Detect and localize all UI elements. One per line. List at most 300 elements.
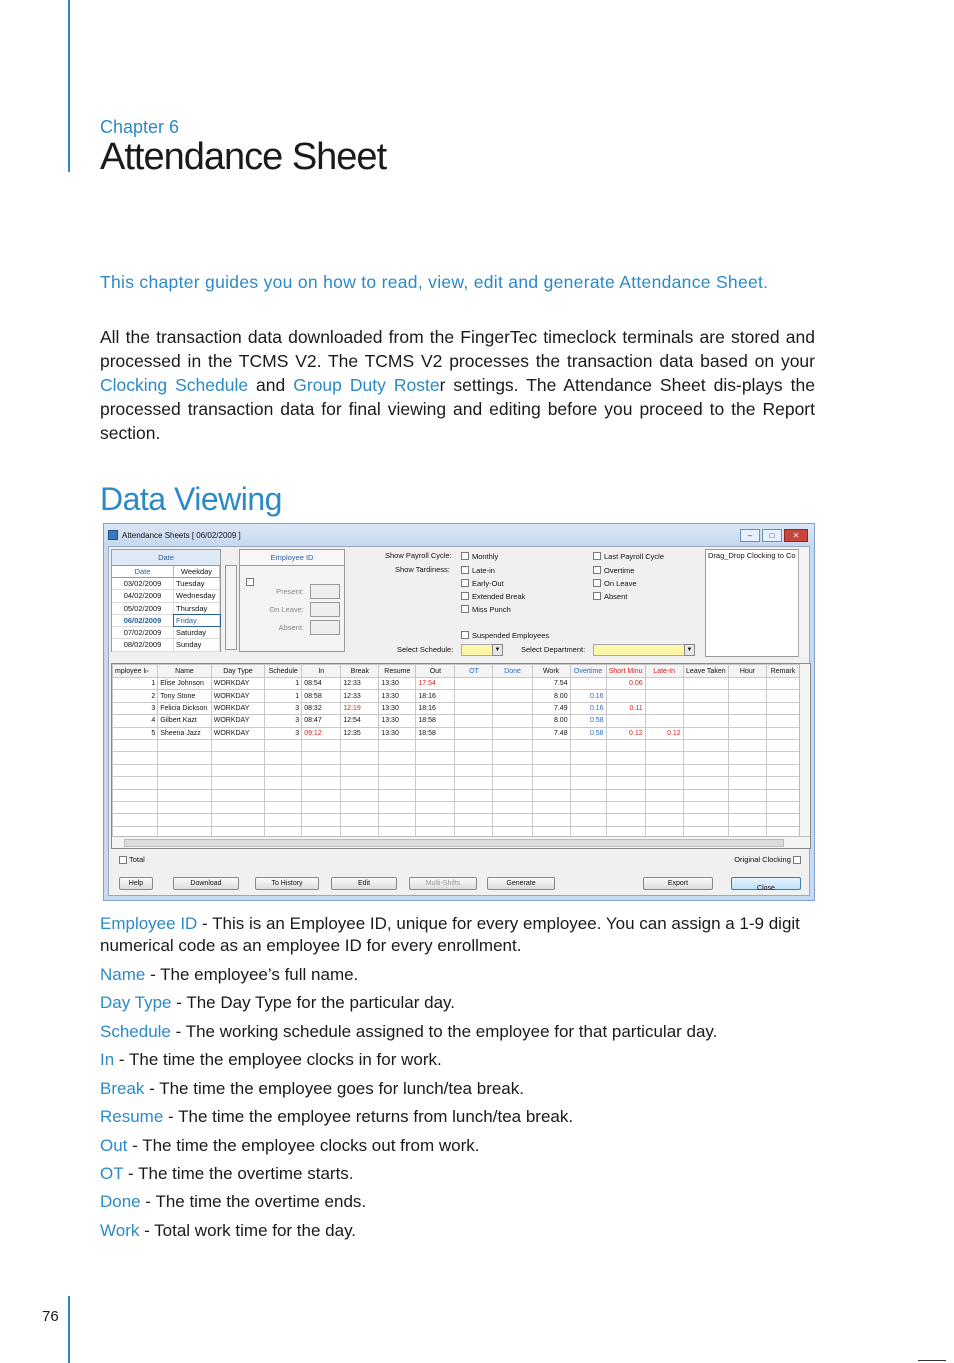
col-resume[interactable]: Resume xyxy=(379,665,416,678)
grid-cell xyxy=(767,814,800,826)
select-schedule-label: Select Schedule: xyxy=(397,645,454,654)
col-overtime[interactable]: Overtime xyxy=(570,665,606,678)
grid-cell xyxy=(728,801,766,813)
grid-cell xyxy=(302,764,341,776)
definition-term: OT xyxy=(100,1164,124,1183)
date-column-headers xyxy=(112,566,220,578)
close-icon[interactable]: ✕ xyxy=(784,529,808,542)
suspended-employees-checkbox[interactable] xyxy=(461,631,469,639)
grid-cell xyxy=(645,752,683,764)
grid-cell xyxy=(265,789,302,801)
drag-drop-hint: Drag_Drop Clocking to Co xyxy=(708,551,796,560)
date-cell: 06/02/2009 xyxy=(112,615,174,626)
definition-item xyxy=(100,1135,820,1157)
definition-desc: - The time the employee clocks out from work. xyxy=(127,1136,480,1155)
window-controls xyxy=(740,529,808,542)
grid-cell xyxy=(113,739,158,751)
weekday-cell: Tuesday xyxy=(174,578,220,589)
grid-cell xyxy=(606,814,645,826)
export-button[interactable]: Export xyxy=(643,877,713,890)
grid-cell: 12:54 xyxy=(341,715,379,727)
grid-cell xyxy=(158,739,211,751)
col-work[interactable]: Work xyxy=(532,665,570,678)
grid-cell xyxy=(158,801,211,813)
grid-cell xyxy=(532,739,570,751)
grid-cell xyxy=(728,690,766,702)
grid-cell xyxy=(728,777,766,789)
grid-cell: 8.00 xyxy=(532,715,570,727)
miss-punch-label: Miss Punch xyxy=(472,605,511,614)
grid-cell xyxy=(606,739,645,751)
grid-cell: 18:16 xyxy=(416,690,455,702)
grid-cell xyxy=(645,739,683,751)
grid-cell xyxy=(606,715,645,727)
to-history-button[interactable]: To History xyxy=(255,877,319,890)
grid-cell: 2 xyxy=(113,690,158,702)
definition-term: Day Type xyxy=(100,993,172,1012)
grid-cell xyxy=(455,777,493,789)
employee-panel xyxy=(239,549,345,652)
attendance-table xyxy=(112,664,800,839)
empty-row[interactable] xyxy=(113,777,800,789)
grid-cell xyxy=(113,814,158,826)
grid-cell xyxy=(341,739,379,751)
definition-item xyxy=(100,992,820,1014)
definition-item xyxy=(100,913,820,957)
schedule-select[interactable] xyxy=(461,644,493,656)
grid-cell xyxy=(767,702,800,714)
grid-cell xyxy=(645,715,683,727)
grid-cell xyxy=(493,702,532,714)
date-list-scrollbar[interactable] xyxy=(225,565,237,650)
grid-cell xyxy=(211,814,264,826)
grid-cell: 0.12 xyxy=(645,727,683,739)
download-button[interactable]: Download xyxy=(173,877,239,890)
grid-cell: Elise Johnson xyxy=(158,678,211,690)
grid-cell: 12:19 xyxy=(341,702,379,714)
extended-break-label: Extended Break xyxy=(472,592,526,601)
grid-cell: Sheena Jazz xyxy=(158,727,211,739)
col-late-in[interactable]: Late-In xyxy=(645,665,683,678)
paragraph-text: r settings. The Attendance Sheet dis-plays the processed transaction data for final viewing and editing before you proceed to the Report section. xyxy=(100,375,815,443)
date-row[interactable] xyxy=(112,627,220,639)
grid-cell: 7.48 xyxy=(532,727,570,739)
grid-cell xyxy=(493,739,532,751)
grid-cell xyxy=(455,752,493,764)
grid-cell xyxy=(728,727,766,739)
col-schedule[interactable]: Schedule xyxy=(265,665,302,678)
intro-text: This chapter guides you on how to read, view, edit and generate Attendance Sheet. xyxy=(100,272,769,292)
grid-cell xyxy=(341,801,379,813)
grid-cell xyxy=(728,715,766,727)
grid-cell xyxy=(683,715,728,727)
early-out-checkbox[interactable] xyxy=(461,579,469,587)
grid-cell: 13:30 xyxy=(379,727,416,739)
date-row-selected[interactable] xyxy=(112,615,220,627)
minimize-icon[interactable]: – xyxy=(740,529,760,542)
weekday-cell: Sunday xyxy=(174,639,220,650)
window-title: Attendance Sheets [ 06/02/2009 ] xyxy=(122,530,241,540)
grid-cell: 0.06 xyxy=(606,678,645,690)
col-name[interactable]: Name xyxy=(158,665,211,678)
grid-cell xyxy=(416,777,455,789)
grid-cell xyxy=(570,814,606,826)
grid-cell xyxy=(265,777,302,789)
col-day-type[interactable]: Day Type xyxy=(211,665,264,678)
grid-cell: 7.49 xyxy=(532,702,570,714)
grid-cell: 08:32 xyxy=(302,702,341,714)
department-select[interactable] xyxy=(593,644,685,656)
grid-cell xyxy=(265,752,302,764)
grid-cell xyxy=(158,789,211,801)
grid-cell: WORKDAY xyxy=(211,727,264,739)
definition-item xyxy=(100,1191,820,1213)
grid-cell: 5 xyxy=(113,727,158,739)
definition-desc: - The time the employee returns from lunch/tea break. xyxy=(163,1107,574,1126)
help-button[interactable]: Help xyxy=(119,877,153,890)
grid-cell xyxy=(302,777,341,789)
col-employee-id[interactable]: mployee I▹ xyxy=(113,665,158,678)
overtime-checkbox[interactable] xyxy=(593,566,601,574)
grid-cell xyxy=(493,752,532,764)
table-row[interactable] xyxy=(113,702,800,714)
grid-cell xyxy=(645,777,683,789)
grid-cell xyxy=(570,777,606,789)
date-row[interactable] xyxy=(112,578,220,590)
clocking-schedule-link[interactable]: Clocking Schedule xyxy=(100,375,249,395)
grid-cell: Tony Stone xyxy=(158,690,211,702)
maximize-icon[interactable]: □ xyxy=(762,529,782,542)
grid-cell: 13:30 xyxy=(379,690,416,702)
grid-cell xyxy=(493,715,532,727)
drag-box-scrollbar[interactable] xyxy=(798,549,809,657)
grid-cell: 3 xyxy=(265,715,302,727)
total-row xyxy=(119,855,145,864)
grid-cell xyxy=(341,814,379,826)
grid-cell xyxy=(493,789,532,801)
empty-row[interactable] xyxy=(113,814,800,826)
definition-item xyxy=(100,1163,820,1185)
date-col-header[interactable]: Date xyxy=(112,566,174,577)
definition-term: Employee ID xyxy=(100,914,198,933)
weekday-cell: Saturday xyxy=(174,627,220,638)
present-label: Present: xyxy=(276,587,304,596)
grid-cell: 13:30 xyxy=(379,702,416,714)
grid-cell xyxy=(493,801,532,813)
grid-cell xyxy=(570,752,606,764)
grid-cell xyxy=(211,764,264,776)
grid-cell xyxy=(532,764,570,776)
empty-row[interactable] xyxy=(113,801,800,813)
original-clocking-checkbox[interactable] xyxy=(793,856,801,864)
grid-cell xyxy=(455,690,493,702)
grid-cell: 0.16 xyxy=(570,690,606,702)
definition-desc: - The Day Type for the particular day. xyxy=(171,993,455,1012)
grid-cell: WORKDAY xyxy=(211,715,264,727)
grid-cell xyxy=(416,752,455,764)
grid-cell xyxy=(113,764,158,776)
grid-cell: 4 xyxy=(113,715,158,727)
grid-cell xyxy=(728,702,766,714)
definition-term: Done xyxy=(100,1192,141,1211)
grid-cell xyxy=(493,690,532,702)
grid-cell: 0.58 xyxy=(570,715,606,727)
grid-cell xyxy=(416,801,455,813)
table-row[interactable] xyxy=(113,690,800,702)
grid-cell xyxy=(767,739,800,751)
grid-cell xyxy=(455,801,493,813)
grid-cell xyxy=(455,789,493,801)
grid-cell xyxy=(379,789,416,801)
weekday-cell: Friday xyxy=(174,615,220,626)
definition-item xyxy=(100,1106,820,1128)
grid-cell xyxy=(728,814,766,826)
weekday-col-header[interactable]: Weekday xyxy=(174,566,220,577)
grid-cell xyxy=(341,764,379,776)
definition-term: Out xyxy=(100,1136,128,1155)
edit-button[interactable]: Edit xyxy=(331,877,397,890)
grid-cell xyxy=(767,715,800,727)
grid-cell xyxy=(606,777,645,789)
grid-cell xyxy=(683,678,728,690)
definition-item xyxy=(100,1049,820,1071)
grid-cell xyxy=(379,764,416,776)
grid-cell xyxy=(379,739,416,751)
grid-horizontal-scrollbar[interactable] xyxy=(112,836,810,848)
grid-cell xyxy=(455,715,493,727)
last-payroll-cycle-checkbox[interactable] xyxy=(593,552,601,560)
grid-cell: Gilbert Kazt xyxy=(158,715,211,727)
definition-desc: - The time the overtime starts. xyxy=(123,1164,354,1183)
date-row[interactable] xyxy=(112,590,220,602)
definition-desc: - This is an Employee ID, unique for every employee. You can assign a 1-9 digit numerical code as an employee ID for every enrollment. xyxy=(100,914,800,955)
grid-cell xyxy=(767,777,800,789)
chapter-label: Chapter 6 xyxy=(100,117,180,137)
grid-cell xyxy=(455,814,493,826)
miss-punch-checkbox[interactable] xyxy=(461,605,469,613)
grid-cell xyxy=(683,690,728,702)
date-panel-header[interactable]: Date xyxy=(112,550,220,566)
grid-cell: 1 xyxy=(113,678,158,690)
definition-desc: - The time the employee clocks in for work. xyxy=(114,1050,442,1069)
grid-cell xyxy=(606,764,645,776)
definition-item xyxy=(100,964,820,986)
generate-button[interactable]: Generate xyxy=(487,877,555,890)
multi-shifts-button[interactable]: Multi-Shifts xyxy=(409,877,477,890)
definition-term: Resume xyxy=(100,1107,164,1126)
header-accent-line xyxy=(68,0,70,172)
definition-desc: - The working schedule assigned to the employee for that particular day. xyxy=(170,1022,718,1041)
grid-cell xyxy=(645,702,683,714)
drag-drop-clocking-box[interactable] xyxy=(705,549,809,657)
grid-cell: 13:30 xyxy=(379,715,416,727)
table-row[interactable] xyxy=(113,727,800,739)
definition-item xyxy=(100,1021,820,1043)
total-checkbox[interactable] xyxy=(119,856,127,864)
late-in-checkbox[interactable] xyxy=(461,566,469,574)
date-row[interactable] xyxy=(112,603,220,615)
monthly-checkbox[interactable] xyxy=(461,552,469,560)
scroll-thumb[interactable] xyxy=(124,839,784,847)
grid-body xyxy=(113,678,800,839)
date-cell: 07/02/2009 xyxy=(112,627,174,638)
col-leave-taken[interactable]: Leave Taken xyxy=(683,665,728,678)
grid-cell xyxy=(211,789,264,801)
employee-checkbox[interactable] xyxy=(246,578,254,586)
grid-cell xyxy=(767,727,800,739)
grid-cell: 1 xyxy=(265,690,302,702)
section-title: Data Viewing xyxy=(100,481,282,517)
grid-cell xyxy=(645,789,683,801)
grid-cell xyxy=(728,739,766,751)
present-count xyxy=(310,584,340,599)
empty-row[interactable] xyxy=(113,789,800,801)
empty-row[interactable] xyxy=(113,764,800,776)
col-ot[interactable]: OT xyxy=(455,665,493,678)
grid-cell: 0.12 xyxy=(606,727,645,739)
date-list xyxy=(111,549,221,652)
table-row[interactable] xyxy=(113,715,800,727)
col-in[interactable]: In xyxy=(302,665,341,678)
definition-desc: - The employee’s full name. xyxy=(145,965,359,984)
definition-term: Name xyxy=(100,965,146,984)
grid-cell: 12:35 xyxy=(341,727,379,739)
col-hour[interactable]: Hour xyxy=(728,665,766,678)
grid-cell xyxy=(570,678,606,690)
window-titlebar xyxy=(104,524,814,546)
grid-cell xyxy=(265,814,302,826)
grid-cell: 17:54 xyxy=(416,678,455,690)
grid-cell xyxy=(728,678,766,690)
grid-cell xyxy=(767,752,800,764)
grid-cell: 08:54 xyxy=(302,678,341,690)
on-leave-label: On Leave: xyxy=(269,605,304,614)
empty-row[interactable] xyxy=(113,752,800,764)
grid-cell xyxy=(683,764,728,776)
grid-cell xyxy=(416,814,455,826)
grid-cell xyxy=(728,764,766,776)
grid-cell: 3 xyxy=(265,727,302,739)
select-department-label: Select Department: xyxy=(521,645,586,654)
grid-cell xyxy=(767,801,800,813)
col-break[interactable]: Break xyxy=(341,665,379,678)
col-remark[interactable]: Remark xyxy=(767,665,800,678)
grid-cell xyxy=(416,764,455,776)
date-cell: 04/02/2009 xyxy=(112,590,174,601)
monthly-label: Monthly xyxy=(472,552,499,561)
grid-cell xyxy=(265,764,302,776)
grid-cell xyxy=(158,777,211,789)
grid-cell xyxy=(532,752,570,764)
employee-id-header[interactable]: Employee ID xyxy=(240,550,344,566)
grid-cell xyxy=(379,814,416,826)
grid-cell xyxy=(493,764,532,776)
grid-cell xyxy=(570,764,606,776)
close-button[interactable]: Close xyxy=(731,877,801,890)
grid-cell xyxy=(113,789,158,801)
grid-cell xyxy=(645,764,683,776)
definition-item xyxy=(100,1220,820,1242)
grid-cell: Felicia Dickson xyxy=(158,702,211,714)
late-in-label: Late-in xyxy=(472,566,495,575)
grid-cell: 08:58 xyxy=(302,690,341,702)
window-body xyxy=(108,546,810,896)
chevron-down-icon[interactable]: ▼ xyxy=(684,644,695,656)
grid-cell xyxy=(645,801,683,813)
definition-desc: - Total work time for the day. xyxy=(139,1221,357,1240)
grid-cell: 12:33 xyxy=(341,678,379,690)
absent-checkbox[interactable] xyxy=(593,592,601,600)
table-row[interactable] xyxy=(113,678,800,690)
grid-header-row xyxy=(113,665,800,678)
grid-cell xyxy=(455,764,493,776)
chapter-title: Attendance Sheet xyxy=(100,136,387,178)
grid-cell: 08:47 xyxy=(302,715,341,727)
group-duty-roster-link[interactable]: Group Duty Roste xyxy=(293,375,440,395)
col-out[interactable]: Out xyxy=(416,665,455,678)
grid-cell xyxy=(211,801,264,813)
original-clocking-label: Original Clocking xyxy=(734,855,791,864)
grid-cell xyxy=(683,789,728,801)
grid-cell xyxy=(645,678,683,690)
grid-cell xyxy=(767,764,800,776)
col-done[interactable]: Done xyxy=(493,665,532,678)
paragraph-text: All the transaction data downloaded from the FingerTec timeclock terminals are stored and processed in the TCMS V2. The TCMS V2 processes the transaction data based on your xyxy=(100,327,815,371)
on-leave-option-label: On Leave xyxy=(604,579,637,588)
grid-cell xyxy=(683,727,728,739)
grid-cell xyxy=(211,739,264,751)
empty-row[interactable] xyxy=(113,739,800,751)
grid-cell xyxy=(532,814,570,826)
definition-desc: - The time the overtime ends. xyxy=(140,1192,367,1211)
chevron-down-icon[interactable]: ▼ xyxy=(492,644,503,656)
grid-cell: 0.16 xyxy=(570,702,606,714)
weekday-cell: Wednesday xyxy=(174,590,220,601)
grid-cell: 09:12 xyxy=(302,727,341,739)
grid-cell xyxy=(683,814,728,826)
overtime-label: Overtime xyxy=(604,566,635,575)
grid-cell xyxy=(728,789,766,801)
grid-cell: WORKDAY xyxy=(211,702,264,714)
grid-cell: 1 xyxy=(265,678,302,690)
grid-cell xyxy=(606,789,645,801)
grid-cell xyxy=(728,752,766,764)
col-short-minutes[interactable]: Short Minu xyxy=(606,665,645,678)
date-cell: 08/02/2009 xyxy=(112,639,174,650)
grid-cell: 18:58 xyxy=(416,715,455,727)
on-leave-checkbox[interactable] xyxy=(593,579,601,587)
grid-vertical-scrollbar[interactable] xyxy=(799,664,810,836)
grid-cell xyxy=(683,752,728,764)
grid-cell xyxy=(158,764,211,776)
on-leave-count xyxy=(310,602,340,617)
grid-cell: 0.58 xyxy=(570,727,606,739)
grid-cell: 0.11 xyxy=(606,702,645,714)
grid-cell: 3 xyxy=(113,702,158,714)
grid-cell xyxy=(683,801,728,813)
grid-cell xyxy=(302,801,341,813)
grid-cell xyxy=(379,777,416,789)
grid-cell xyxy=(683,777,728,789)
grid-cell xyxy=(570,789,606,801)
date-row[interactable] xyxy=(112,639,220,651)
body-paragraph xyxy=(100,325,815,445)
definition-term: Break xyxy=(100,1079,145,1098)
grid-cell xyxy=(683,739,728,751)
page-number: 76 xyxy=(42,1308,59,1325)
extended-break-checkbox[interactable] xyxy=(461,592,469,600)
grid-cell xyxy=(455,678,493,690)
